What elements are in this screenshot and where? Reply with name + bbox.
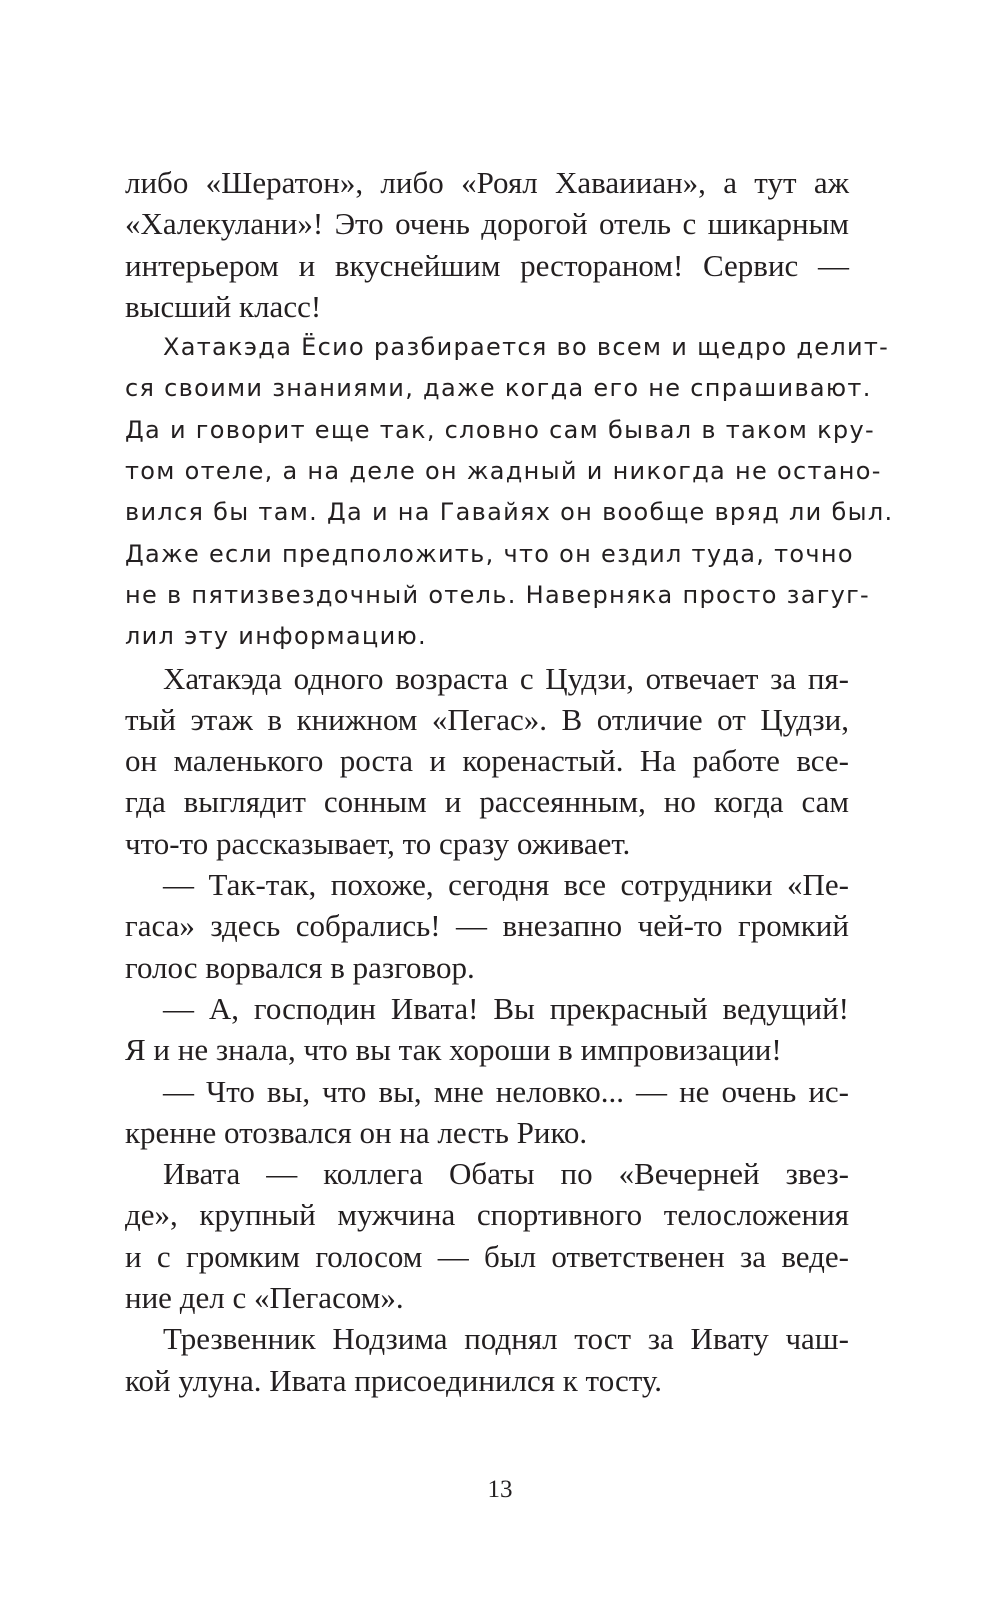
text-line: интерьером и вкуснейшим рестораном! Сервис — — [125, 247, 849, 283]
text-line: тый этаж в книжном «Пегас». В отличие от Цудзи, — [125, 701, 849, 737]
text-line: высший класс! — [125, 288, 322, 324]
text-line: Трезвенник Нодзима поднял тост за Ивату чаш- — [163, 1321, 849, 1357]
paragraph — [125, 988, 849, 1071]
text-line: вился бы там. Да и на Гавайях он вообще вряд ли был. — [125, 498, 894, 527]
text-line: — Что вы, что вы, мне неловко... — не очень ис- — [163, 1073, 849, 1109]
text-line: гаса» здесь собрались! — внезапно чей-то громкий — [125, 908, 849, 944]
text-line: ся своими знаниями, даже когда его не спрашивают. — [125, 374, 872, 403]
text-line: кой улуна. Ивата присоединился к тосту. — [125, 1362, 663, 1398]
text-line: де», крупный мужчина спортивного телосложения — [125, 1197, 849, 1233]
text-line: — Так-так, похоже, сегодня все сотрудники «Пе- — [163, 867, 849, 903]
text-line: Хатакэда одного возраста с Цудзи, отвечает за пя- — [163, 660, 849, 696]
text-line: «Халекулани»! Это очень дорогой отель с шикарным — [125, 206, 849, 242]
text-line: Да и говорит еще так, словно сам бывал в таком кру- — [125, 415, 875, 444]
text-line: Хатакэда Ёсио разбирается во всем и щедро делит- — [163, 333, 890, 362]
text-line: ние дел с «Пегасом». — [125, 1280, 404, 1316]
text-line: — А, господин Ивата! Вы прекрасный ведущий! — [163, 990, 849, 1026]
text-line: не в пятизвездочный отель. Наверняка просто загуг- — [125, 580, 871, 609]
text-line: что-то рассказывает, то сразу оживает. — [125, 825, 631, 861]
paragraph — [125, 327, 894, 657]
text-line: том отеле, а на деле он жадный и никогда не остано- — [125, 457, 882, 486]
text-line: он маленького роста и коренастый. На работе все- — [125, 743, 849, 779]
paragraph — [125, 1071, 849, 1154]
text-line: Даже если предположить, что он ездил туда, точно — [125, 539, 854, 568]
paragraph — [125, 864, 849, 988]
text-line: кренне отозвался он на лесть Рико. — [125, 1114, 588, 1150]
paragraph — [125, 162, 849, 327]
text-line: либо «Шератон», либо «Роял Хаваииан», а тут аж — [125, 165, 849, 200]
text-line: Ивата — коллега Обаты по «Вечерней звез- — [163, 1156, 849, 1192]
paragraph — [125, 1318, 849, 1401]
text-line: лил эту информацию. — [125, 622, 427, 651]
paragraph — [125, 1153, 849, 1318]
body-text — [125, 162, 894, 1401]
paragraph — [125, 658, 849, 864]
text-line: Я и не знала, что вы так хороши в импровизации! — [125, 1032, 782, 1068]
text-line: гда выглядит сонным и рассеянным, но когда сам — [125, 784, 849, 820]
text-line: и с громким голосом — был ответственен за веде- — [125, 1238, 849, 1274]
text-line: голос ворвался в разговор. — [125, 949, 475, 985]
page-number: 13 — [487, 1476, 513, 1503]
